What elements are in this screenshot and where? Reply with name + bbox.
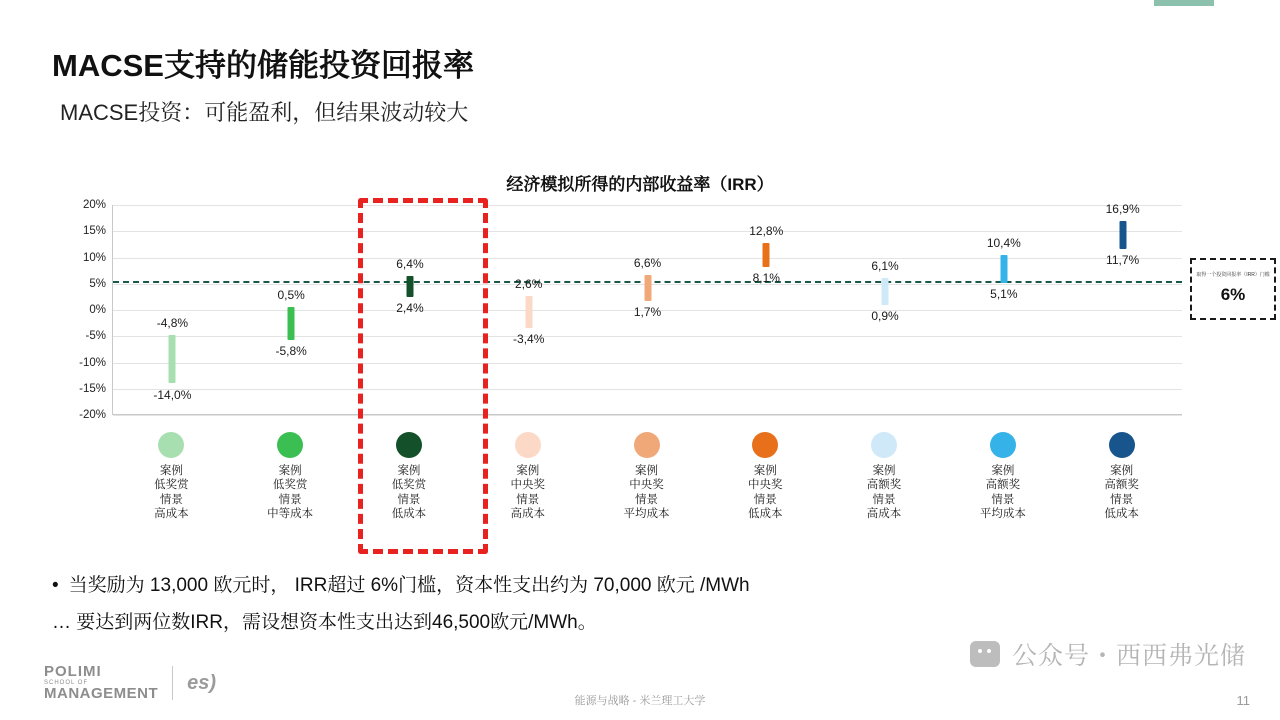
y-axis-tick-label: 5% (89, 277, 106, 290)
gridline (113, 363, 1182, 364)
legend-label: 案例 低奖赏 情景 低成本 (391, 465, 427, 521)
polimi-logo-sub: SCHOOL OF (44, 679, 89, 686)
y-axis-tick-label: -5% (85, 330, 106, 343)
chart-bar (882, 278, 889, 305)
bar-high-value-label: 0,5% (277, 288, 305, 303)
y-axis-tick-label: -15% (79, 382, 106, 395)
legend-color-dot (396, 432, 422, 458)
legend-color-dot (1109, 432, 1135, 458)
bar-high-value-label: 6,6% (633, 256, 662, 271)
legend-item[interactable] (948, 432, 1058, 522)
legend-color-dot (990, 432, 1016, 458)
callout-value: 6% (1220, 284, 1246, 304)
chart-bar (169, 335, 176, 383)
page-title: MACSE支持的储能投资回报率 (52, 48, 474, 83)
legend-item[interactable] (116, 432, 226, 522)
legend-label: 案例 中央奖 情景 高成本 (510, 465, 545, 521)
y-axis-tick-label: 0% (89, 304, 106, 316)
bar-low-value-label: 5,1% (990, 287, 1018, 302)
page-number: 11 (1236, 693, 1250, 708)
legend-item[interactable] (354, 432, 464, 522)
chart-bar (1000, 255, 1007, 283)
bar-high-value-label: 6,1% (871, 258, 899, 273)
legend-color-dot (871, 432, 897, 458)
legend-color-dot (515, 432, 541, 458)
bar-low-value-label: -14,0% (153, 387, 192, 402)
polimi-logo-line2: MANAGEMENT (44, 685, 159, 703)
bar-high-value-label: 2,6% (515, 277, 543, 292)
legend-item[interactable] (473, 432, 583, 522)
legend-item[interactable] (710, 432, 820, 522)
chart-bar (644, 275, 651, 301)
chart-plot-area (79, 199, 1182, 421)
bar-low-value-label: 11,7% (1106, 252, 1140, 267)
bar-low-value-label: 0,9% (871, 309, 899, 324)
legend-label: 案例 高额奖 情景 平均成本 (979, 465, 1026, 521)
legend-label: 案例 低奖赏 情景 高成本 (154, 465, 189, 521)
bar-high-value-label: 16,9% (1105, 202, 1140, 217)
legend-label: 案例 高额奖 情景 高成本 (866, 465, 902, 521)
legend-color-dot (634, 432, 660, 458)
bar-low-value-label: -3,4% (513, 331, 545, 346)
legend-label: 案例 中央奖 情景 平均成本 (623, 465, 670, 521)
y-axis-tick-label: 10% (82, 251, 106, 264)
chart-bar (525, 296, 532, 328)
decorative-bars (1184, 0, 1244, 160)
bar-low-value-label: 8,1% (752, 271, 780, 286)
chart-bar (1119, 221, 1126, 248)
y-axis-tick-label: -20% (79, 409, 106, 421)
legend-item[interactable] (1067, 432, 1177, 522)
legend-label: 案例 中央奖 情景 低成本 (748, 465, 783, 521)
y-axis-tick-label: 15% (82, 225, 106, 238)
legend-color-dot (158, 432, 184, 458)
callout-caption: 取得一个投资回报率（IRR）门槛 (1196, 272, 1270, 279)
bullet-text-2: … 要达到两位数IRR，需设想资本性支出达到46,500欧元/MWh。 (52, 611, 597, 633)
legend-label: 案例 低奖赏 情景 中等成本 (267, 465, 314, 521)
bar-low-value-label: 2,4% (396, 301, 424, 316)
bar-high-value-label: 10,4% (986, 236, 1021, 251)
bar-low-value-label: 1,7% (633, 305, 662, 320)
polimi-logo-line1: POLIMI (44, 663, 102, 681)
legend-item[interactable] (235, 432, 345, 522)
bullet-item (52, 572, 1232, 601)
chart-canvas (79, 199, 1182, 421)
bar-high-value-label: -4,8% (156, 316, 189, 331)
y-axis-tick-label: -10% (79, 356, 106, 369)
legend-color-dot (752, 432, 778, 458)
gridline (113, 389, 1182, 390)
wechat-icon (970, 641, 1000, 667)
legend-color-dot (277, 432, 303, 458)
chart-title: 经济模拟所得的内部收益率（IRR） (506, 175, 774, 194)
watermark-text: 公众号・西西弗光储 (1011, 642, 1246, 670)
y-axis-tick-label: 20% (82, 199, 106, 211)
watermark (970, 636, 1246, 672)
legend-item[interactable] (592, 432, 702, 522)
gridline (113, 205, 1182, 206)
gridline (113, 231, 1182, 232)
gridline (113, 336, 1182, 337)
chart-bar (763, 243, 770, 268)
legend-item[interactable] (829, 432, 939, 522)
chart-legend (112, 432, 1182, 542)
gridline (113, 415, 1182, 416)
chart-bar (288, 307, 295, 340)
bar-high-value-label: 12,8% (749, 223, 784, 238)
bullet-list (52, 572, 1232, 637)
footer-note: 能源与战略 - 米兰理工大学 (574, 695, 706, 707)
irr-threshold-callout (1190, 258, 1276, 320)
es-logo: es) (187, 671, 217, 694)
legend-label: 案例 高额奖 情景 低成本 (1104, 465, 1139, 521)
page-subtitle: MACSE投资：可能盈利，但结果波动较大 (60, 100, 469, 125)
bar-high-value-label: 6,4% (396, 257, 424, 272)
bar-low-value-label: -5,8% (275, 344, 307, 359)
bullet-marker: • (52, 575, 59, 596)
bullet-text-1: 当奖励为 13,000 欧元时， IRR超过 6%门槛，资本性支出约为 70,000 欧元 /MWh (68, 575, 750, 596)
